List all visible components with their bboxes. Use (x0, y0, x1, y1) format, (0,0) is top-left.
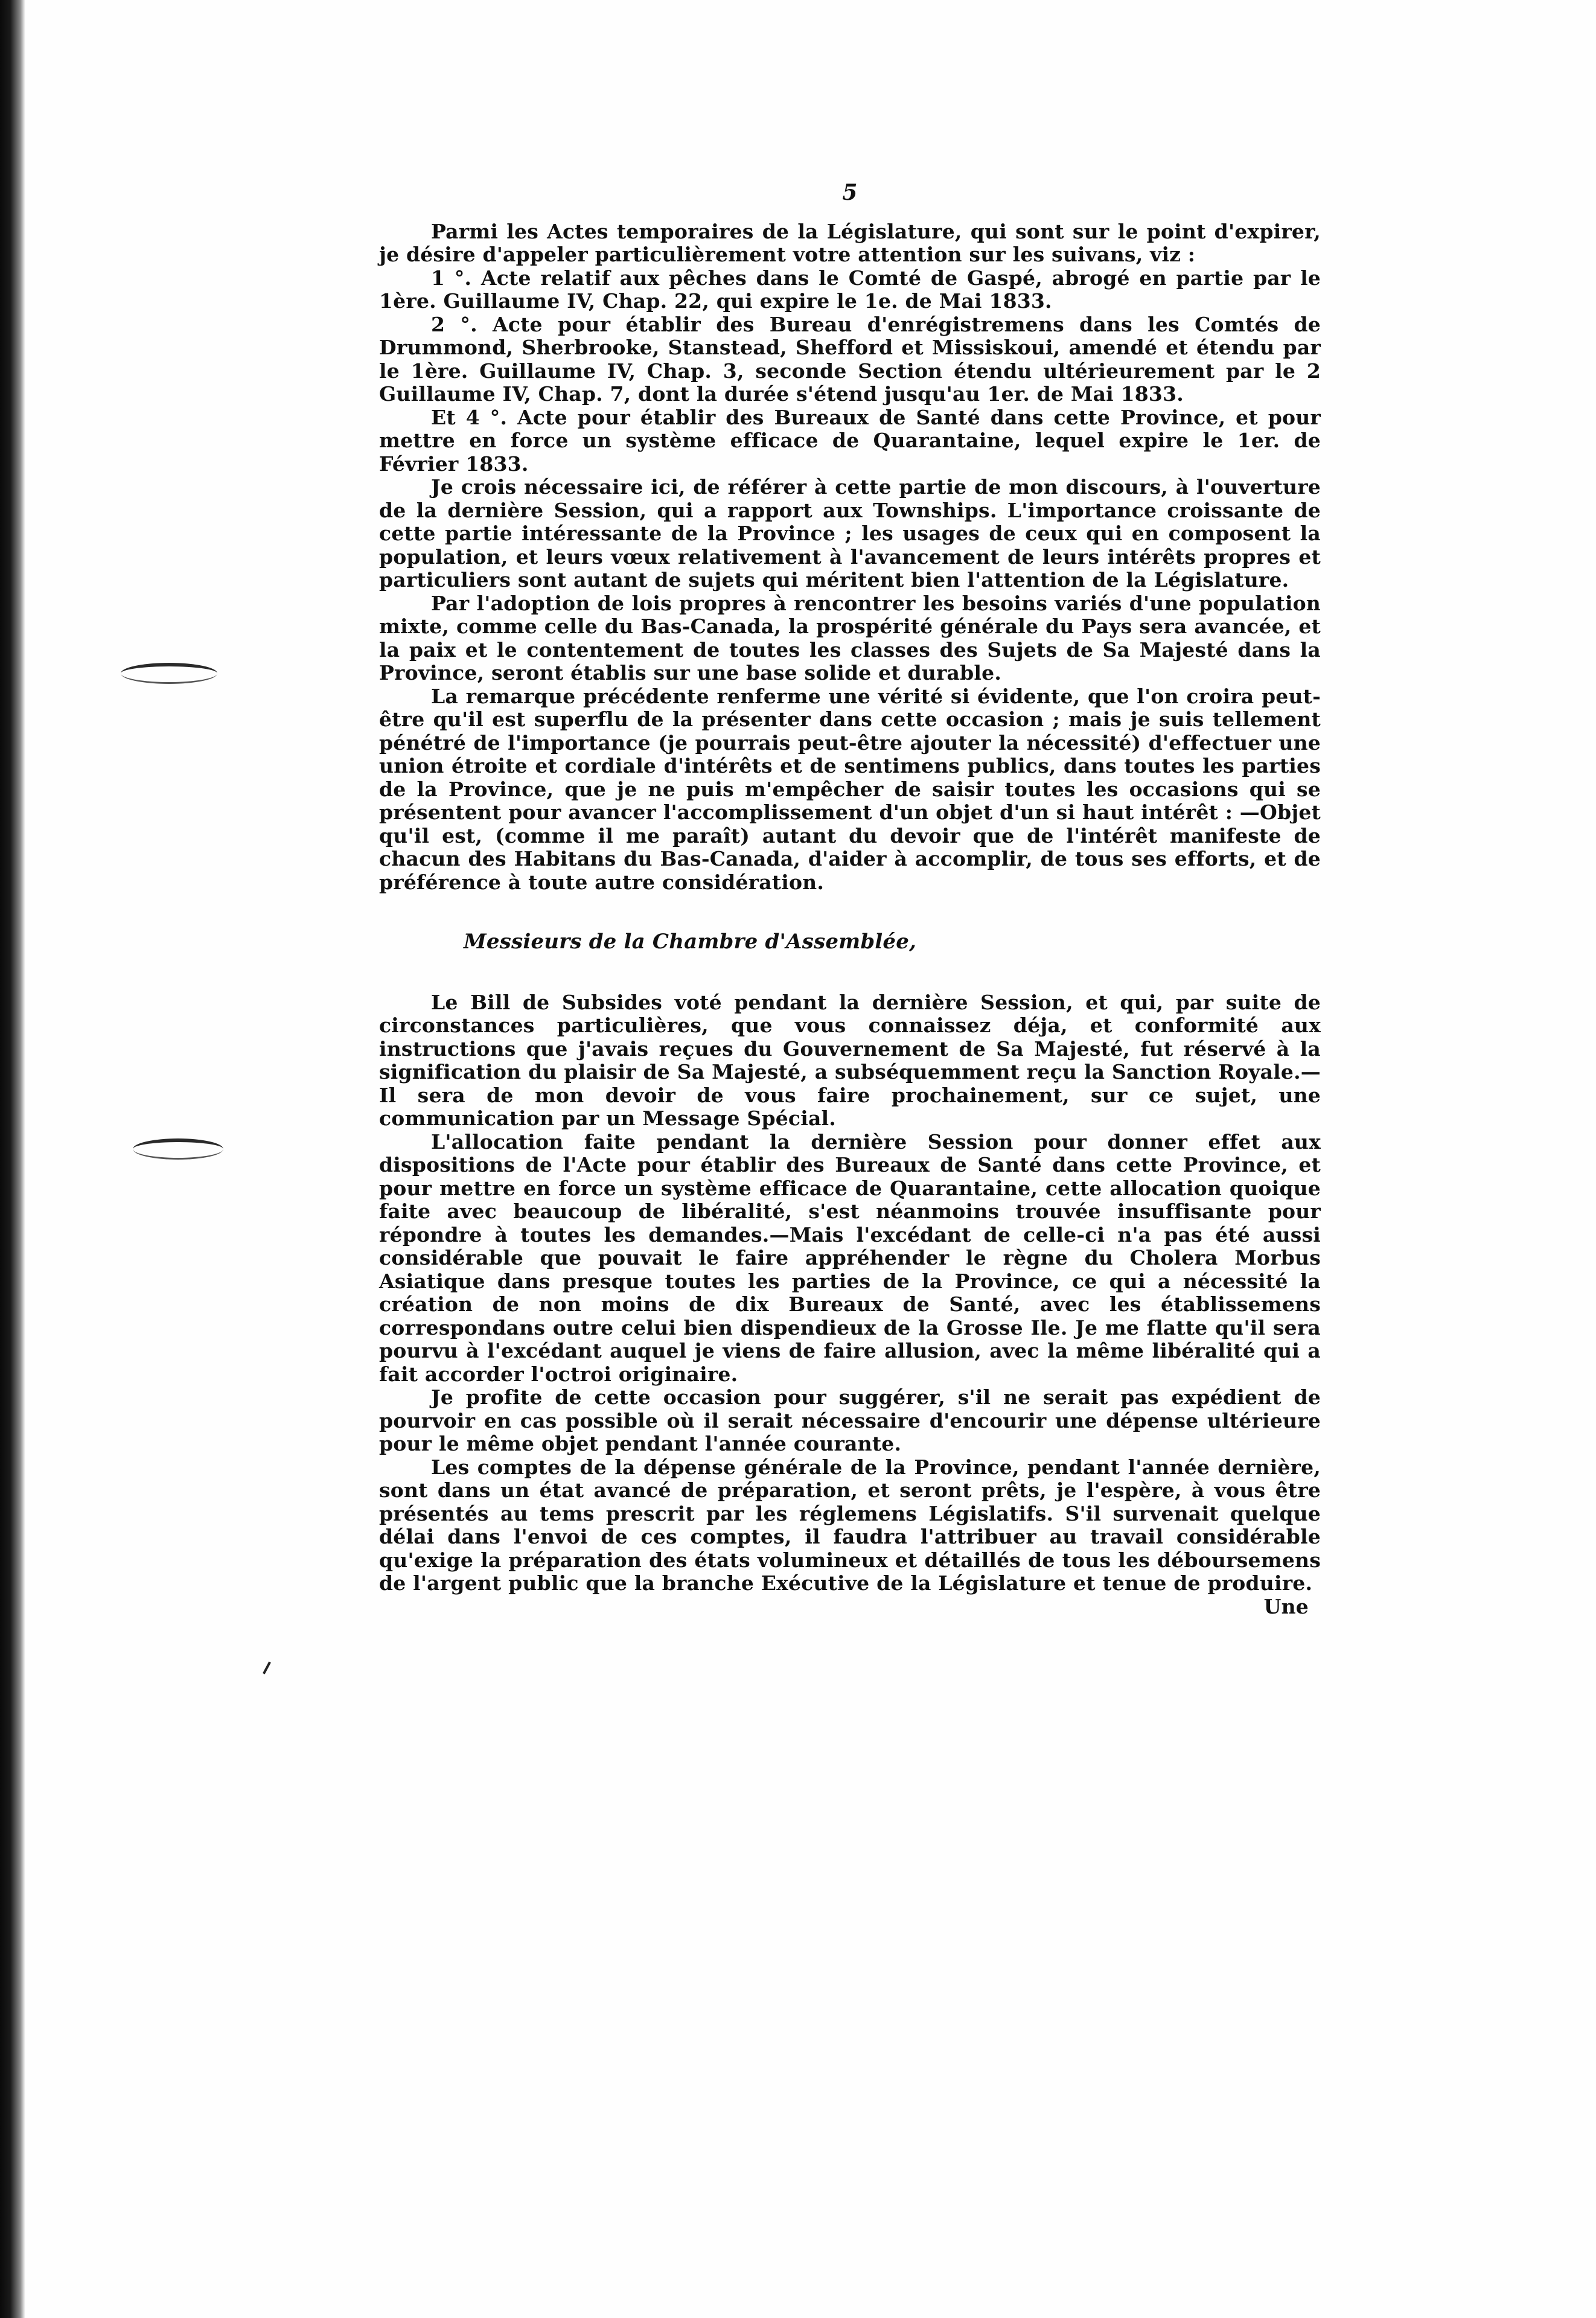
margin-mark (263, 1661, 271, 1674)
paragraph: 1 °. Acte relatif aux pêches dans le Comté de Gaspé, abrogé en partie par le 1ère. Guillaume IV, Chap. 22, qui expire le 1e. de Mai 1833. (379, 266, 1321, 313)
paragraph: Par l'adoption de lois propres à rencontrer les besoins variés d'une population mixte, comme celle du Bas-Canada, la prospérité générale du Pays sera avancée, et la paix et le contentement de toutes les classes des Sujets de Sa Majesté dans la Province, seront établis sur une base solide et durable. (379, 591, 1321, 685)
paragraph: Et 4 °. Acte pour établir des Bureaux de Santé dans cette Province, et pour mettre en force un système efficace de Quarantaine, lequel expire le 1er. de Février 1833. (379, 405, 1321, 476)
binding-stitch-mark (121, 663, 217, 684)
scan-binding-edge (0, 0, 25, 2318)
catchword: Une (1263, 1594, 1309, 1618)
page-text (379, 181, 1321, 1618)
paragraph: Je crois nécessaire ici, de référer à cette partie de mon discours, à l'ouverture de la dernière Session, qui a rapport aux Townships. L'importance croissante de cette partie intéressante de la Province ; les usages de ceux qui en composent la population, et leurs vœux relativement à l'avancement de leurs intérêts propres et particuliers sont autant de sujets qui méritent bien l'attention de la Législature. (379, 475, 1321, 592)
section-heading: Messieurs de la Chambre d'Assemblée, (464, 930, 917, 954)
paragraph: Parmi les Actes temporaires de la Législature, qui sont sur le point d'expirer, je désire d'appeler particulièrement votre attention sur les suivans, viz : (379, 219, 1321, 266)
paragraph: Les comptes de la dépense générale de la Province, pendant l'année dernière, sont dans un état avancé de préparation, et seront prêts, je l'espère, à vous être présentés au tems prescrit par les réglemens Législatifs. S'il survenait quelque délai dans l'envoi de ces comptes, il faudra l'attribuer au travail considérable qu'exige la préparation des états volumineux et détaillés de tous les déboursemens de l'argent public que la branche Exécutive de la Législature et tenue de produire. (379, 1455, 1321, 1595)
binding-stitch-mark (133, 1138, 223, 1160)
paragraph: Je profite de cette occasion pour suggérer, s'il ne serait pas expédient de pourvoir en cas possible où il serait nécessaire d'encourir une dépense ultérieure pour le même objet pendant l'année courante. (379, 1385, 1321, 1455)
paragraph: La remarque précédente renferme une vérité si évidente, que l'on croira peut-être qu'il est superflu de la présenter dans cette occasion ; mais je suis tellement pénétré de l'importance (je pourrais peut-être ajouter la nécessité) d'effectuer une union étroite et cordiale d'intérêts et de sentimens publics, dans toutes les parties de la Province, que je ne puis m'empêcher de saisir toutes les occasions qui se présentent pour avancer l'accomplissement d'un objet d'un si haut intérêt : —Objet qu'il est, (comme il me paraît) autant du devoir que de l'intérêt manifeste de chacun des Habitans du Bas-Canada, d'aider à accomplir, de tous ses efforts, et de préférence à toute autre considération. (379, 684, 1321, 894)
paragraph: 2 °. Acte pour établir des Bureau d'enrégistremens dans les Comtés de Drummond, Sherbrooke, Stanstead, Shefford et Missiskoui, amendé et étendu par le 1ère. Guillaume IV, Chap. 3, seconde Section étendu ultérieurement par le 2 Guillaume IV, Chap. 7, dont la durée s'étend jusqu'au 1er. de Mai 1833. (379, 312, 1321, 406)
paragraph: Le Bill de Subsides voté pendant la dernière Session, et qui, par suite de circonstances particulières, que vous connaissez déja, et conformité aux instructions que j'avais reçues du Gouvernement de Sa Majesté, fut réservé à la signification du plaisir de Sa Majesté, a subséquemment reçu la Sanction Royale.—Il sera de mon devoir de vous faire prochainement, sur ce sujet, une communication par un Message Spécial. (379, 990, 1321, 1130)
page-number: 5 (842, 180, 858, 205)
paragraph: L'allocation faite pendant la dernière Session pour donner effet aux dispositions de l'Acte pour établir des Bureaux de Santé dans cette Province, et pour mettre en force un système efficace de Quarantaine, cette allocation quoique faite avec beaucoup de libéralité, s'est néanmoins trouvée insuffisante pour répondre à toutes les demandes.—Mais l'excédant de celle-ci n'a pas été aussi considérable que pouvait le faire appréhender le règne du Cholera Morbus Asiatique dans presque toutes les parties de la Province, ce qui a nécessité la création de non moins de dix Bureaux de Santé, avec les établissemens correspondans outre celui bien dispendieux de la Grosse Ile. Je me flatte qu'il sera pourvu à l'excédant auquel je viens de faire allusion, avec la même libéralité qui a fait accorder l'octroi originaire. (379, 1129, 1321, 1386)
